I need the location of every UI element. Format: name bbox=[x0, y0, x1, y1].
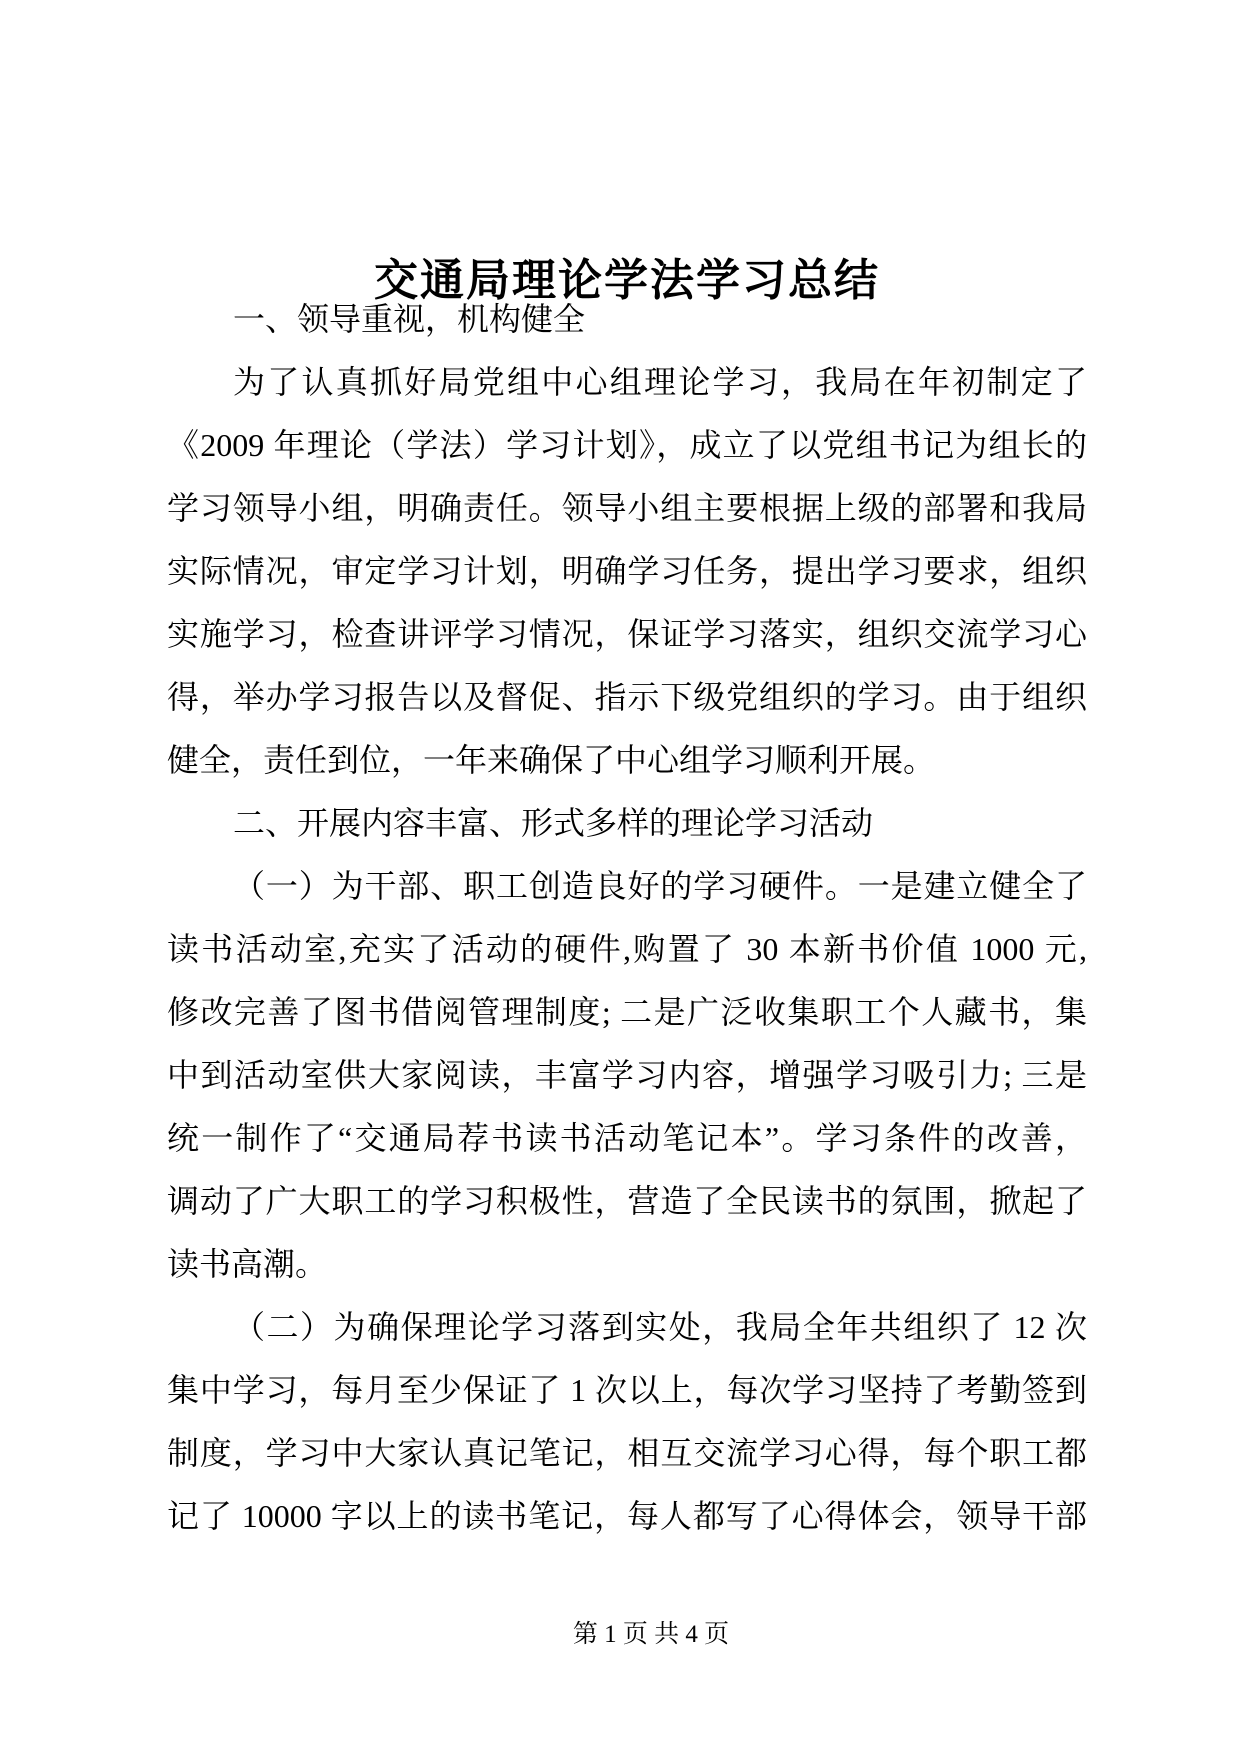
body-line: 调动了广大职工的学习积极性，营造了全民读书的氛围，掀起了 bbox=[167, 1183, 1087, 1219]
body-line: 一、领导重视，机构健全 bbox=[233, 301, 586, 337]
body-line: 为了认真抓好局党组中心组理论学习，我局在年初制定了 bbox=[233, 364, 1087, 400]
body-line: 健全，责任到位，一年来确保了中心组学习顺利开展。 bbox=[167, 742, 936, 778]
body-line: 统一制作了“交通局荐书读书活动笔记本”。学习条件的改善， bbox=[167, 1120, 1087, 1156]
body-line: 中到活动室供大家阅读，丰富学习内容，增强学习吸引力; 三是 bbox=[167, 1057, 1087, 1093]
page-number: 第 1 页 共 4 页 bbox=[572, 1621, 730, 1648]
page-footer bbox=[191, 1618, 1111, 1652]
body-line: 记了 10000 字以上的读书笔记，每人都写了心得体会，领导干部 bbox=[167, 1498, 1087, 1534]
body-line: 制度，学习中大家认真记笔记，相互交流学习心得，每个职工都 bbox=[167, 1435, 1087, 1471]
body-line: 实施学习，检查讲评学习情况，保证学习落实，组织交流学习心 bbox=[167, 616, 1087, 652]
body-line: 实际情况，审定学习计划，明确学习任务，提出学习要求，组织 bbox=[167, 553, 1087, 589]
body-line: 二、开展内容丰富、形式多样的理论学习活动 bbox=[233, 805, 874, 841]
body-line: 《2009 年理论（学法）学习计划》，成立了以党组书记为组长的 bbox=[167, 427, 1087, 463]
body-line: （二）为确保理论学习落到实处，我局全年共组织了 12 次 bbox=[233, 1309, 1087, 1345]
body-line: 修改完善了图书借阅管理制度; 二是广泛收集职工个人藏书，集 bbox=[167, 994, 1087, 1030]
body-line: 读书活动室,充实了活动的硬件,购置了 30 本新书价值 1000 元, bbox=[167, 931, 1087, 967]
body-line: （一）为干部、职工创造良好的学习硬件。一是建立健全了 bbox=[233, 868, 1087, 904]
body-line: 读书高潮。 bbox=[167, 1246, 328, 1282]
document-title: 交通局理论学法学习总结 bbox=[374, 256, 880, 306]
body-line: 集中学习，每月至少保证了 1 次以上，每次学习坚持了考勤签到 bbox=[167, 1372, 1087, 1408]
body-line: 学习领导小组，明确责任。领导小组主要根据上级的部署和我局 bbox=[167, 490, 1087, 526]
body-line: 得，举办学习报告以及督促、指示下级党组织的学习。由于组织 bbox=[167, 679, 1087, 715]
document-body bbox=[167, 288, 1087, 1548]
